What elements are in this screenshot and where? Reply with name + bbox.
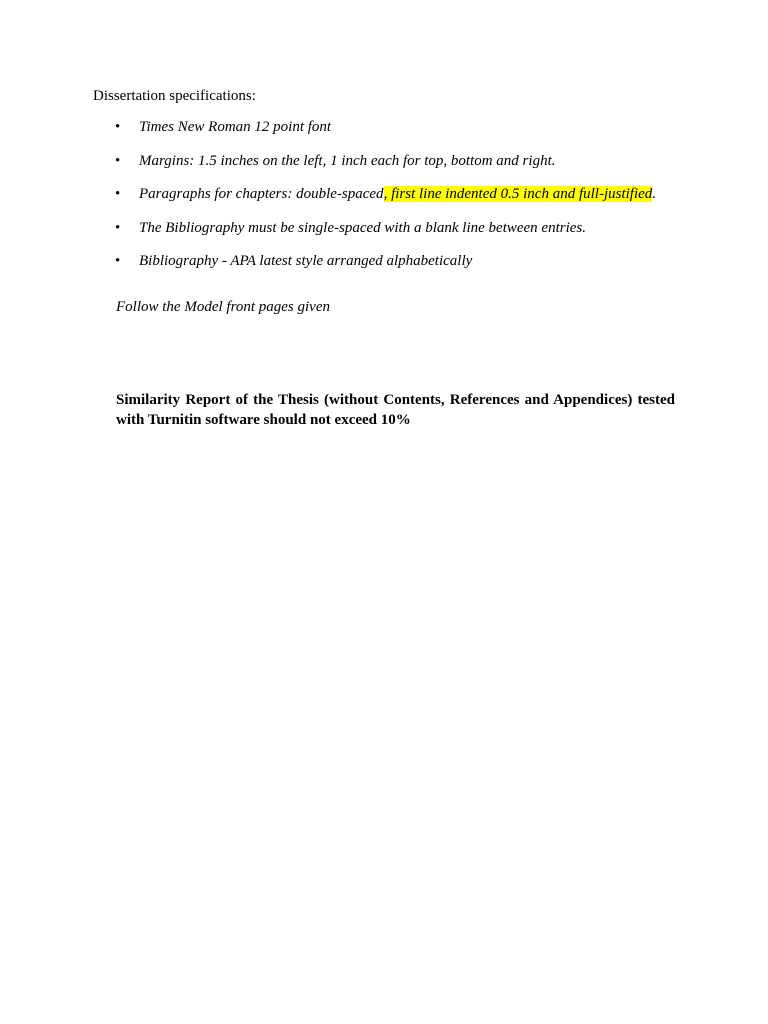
list-item xyxy=(0,184,768,218)
spec-paragraphs-period: . xyxy=(652,186,657,202)
list-item xyxy=(0,117,768,151)
bullet-icon: • xyxy=(115,152,121,169)
spec-bibliography-style: Bibliography - APA latest style arranged alphabetically xyxy=(139,253,473,269)
bullet-icon: • xyxy=(115,119,121,135)
bullet-icon: • xyxy=(115,219,121,236)
specifications-heading: Dissertation specifications: xyxy=(93,88,256,104)
spec-font: Times New Roman 12 point font xyxy=(139,119,332,135)
spec-bibliography-spacing: The Bibliography must be single-spaced with a blank line between entries. xyxy=(139,219,587,236)
list-item xyxy=(0,218,768,252)
list-item xyxy=(0,151,768,185)
similarity-report-note: Similarity Report of the Thesis (without Contents, References and Appendices) tested with Turnitin software should not exceed 10% xyxy=(116,392,675,428)
bullet-icon: • xyxy=(115,253,121,269)
highlighted-text: , first line indented 0.5 inch and full-justified xyxy=(383,186,653,202)
spec-margins: Margins: 1.5 inches on the left, 1 inch each for top, bottom and right. xyxy=(139,152,556,169)
list-item xyxy=(0,251,768,285)
bullet-icon: • xyxy=(115,186,121,202)
spec-paragraphs-text: Paragraphs for chapters: double-spaced xyxy=(139,186,384,202)
follow-model-note: Follow the Model front pages given xyxy=(116,299,330,315)
specifications-list xyxy=(0,117,768,285)
spec-paragraphs xyxy=(139,184,656,204)
